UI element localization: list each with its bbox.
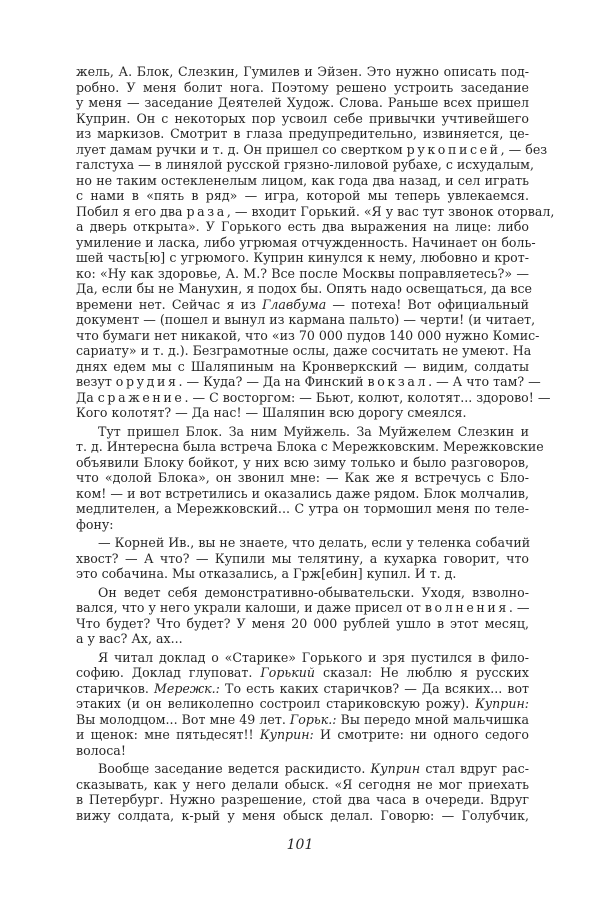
book-page-text — [76, 64, 555, 826]
text-segment: документ — (пошел и вынул из кармана пальто) — черти! (и читает, — [76, 312, 536, 327]
text-segment: но не таким остекленелым лицом, как года два назад, и сел играть — [76, 172, 529, 188]
text-segment: старичков. — [76, 680, 154, 696]
text-segment: ком! — и вот встретились и оказались даже рядом. Блок молчалив, — [76, 485, 529, 501]
text-line — [76, 566, 529, 582]
text-segment: Вообще заседание ведется раскидисто. — [98, 761, 371, 776]
text-line — [76, 281, 533, 297]
text-segment: Он ведет себя демонстративно-обывательски. Уходя, взволно- — [98, 584, 529, 600]
text-line — [76, 389, 551, 406]
text-segment: — потеха! Вот официальный — [326, 296, 529, 312]
italic-text: Горький — [260, 665, 316, 680]
text-segment: вался, что у него украли калоши, и даже присел от — [76, 600, 425, 615]
text-segment: днях едем мы с Шаляпиным на Кронверкский — видим, солдаты — [76, 358, 529, 374]
text-line — [76, 297, 529, 313]
text-segment: медлителен, а Мережковский... С утра он тормошил меня по теле- — [76, 501, 529, 516]
text-line — [76, 374, 541, 390]
text-segment: . — А что там? — — [428, 374, 541, 389]
text-line — [76, 343, 532, 359]
text-segment: сариату» и т. д.). Безграмотные ослы, даже сосчитать не умеют. На — [76, 343, 532, 358]
text-line — [76, 455, 529, 471]
text-line — [76, 631, 529, 647]
text-line — [76, 743, 529, 759]
text-segment: умиление и ласка, либо угрюмая отчужденность. Начинает он боль- — [76, 234, 536, 250]
text-segment: т. д. Интересна была встреча Блока с Мережковским. Мережковские — [76, 439, 544, 454]
text-line — [76, 585, 529, 601]
paragraph — [76, 535, 529, 582]
text-segment: Вы молодцом... Вот мне 49 лет. — [76, 711, 290, 727]
text-line — [76, 126, 529, 142]
paragraph — [76, 650, 529, 759]
page-number: 101 — [286, 837, 314, 853]
text-segment: . — — [508, 600, 530, 615]
text-segment: времени нет. Сейчас я из — [76, 296, 263, 312]
text-line — [76, 359, 529, 375]
text-segment: Кого колотят? — Да нас! — Шаляпин всю дорогу смеялся. — [76, 405, 467, 420]
text-segment: вижу солдата, к-рый у меня обыск делал. Говорю: — Голубчик, — [76, 807, 529, 823]
text-line — [76, 219, 529, 235]
text-segment: лует дамам ручки и т. д. Он пришел со свертком — [76, 141, 407, 157]
text-line — [76, 616, 529, 632]
text-line — [76, 141, 548, 158]
spaced-emphasis-text: волнения — [424, 600, 509, 615]
text-line — [76, 808, 529, 824]
text-line — [76, 111, 529, 127]
text-segment: Я читал доклад о «Старике» Горького и зря пустился в фило- — [98, 649, 529, 665]
text-segment: хвост? — А что? — Купили мы телятину, а кухарка говорит, что — [76, 550, 529, 566]
text-segment: это собачина. Мы отказались, а Грж[ебин] купил. И т. д. — [76, 566, 457, 581]
text-segment: из маркизов. Смотрит в глаза предупредительно, извиняется, це- — [76, 126, 529, 141]
text-line — [76, 712, 529, 728]
text-segment: Вы передо мной мальчишка — [336, 711, 529, 727]
text-line — [76, 424, 529, 440]
text-segment: а дверь открыта». У Горького есть два выражения на лице: либо — [76, 219, 529, 234]
text-line — [76, 650, 529, 666]
text-segment: Что будет? Что будет? У меня 20 000 рублей ушло в этот месяц, — [76, 615, 529, 631]
text-line — [76, 157, 534, 173]
text-line — [76, 405, 529, 421]
text-segment: Тут пришел Блок. За ним Муйжель. За Муйжелем Слезкин и — [98, 423, 529, 439]
text-line — [76, 188, 529, 204]
text-line — [76, 234, 536, 251]
text-segment: ко: «Ну как здоровье, А. М.? Все после Москвы поправляетесь?» — — [76, 265, 529, 281]
text-line — [76, 312, 536, 328]
text-line — [76, 517, 529, 533]
text-segment: в Петербург. Нужно разрешение, стой два часа в очереди. Вдруг — [76, 792, 529, 807]
text-segment: объявили Блоку бойкот, у них всю зиму только и было разговоров, — [76, 454, 529, 470]
text-segment: шей часть[ю] с угрюмого. Куприн кинулся к нему, любовно и крот- — [76, 250, 529, 265]
text-line — [76, 439, 544, 455]
spaced-emphasis-text: сражение — [97, 389, 185, 405]
italic-text: Куприн: — [475, 696, 529, 711]
text-segment: что бумаги нет никакой, что «из 70 000 пудов 140 000 нужно Комис- — [76, 327, 540, 343]
text-segment: . — С восторгом: — Бьют, колют, колотят... здорово! — — [184, 389, 551, 405]
paragraph — [76, 761, 529, 823]
text-segment: — Корней Ив., вы не знаете, что делать, если у теленка собачий — [98, 535, 531, 550]
text-line — [76, 600, 529, 616]
text-line — [76, 665, 529, 681]
text-line — [76, 64, 529, 80]
spaced-emphasis-text: орудия — [115, 374, 179, 389]
text-line — [76, 203, 555, 220]
text-segment: . — Куда? — Да на Финский — [178, 374, 368, 389]
spaced-emphasis-text: рукописей — [406, 141, 501, 157]
text-segment: а у вас? Ах, ах... — [76, 631, 183, 646]
text-segment: , — входит Горький. «Я у вас тут звонок оторвал, — [226, 203, 555, 219]
text-segment: галстуха — в линялой русской грязно-лиловой рубахе, с исхудалым, — [76, 157, 534, 172]
text-line — [76, 777, 529, 793]
text-line — [76, 535, 529, 551]
text-segment: стал вдруг рас- — [420, 761, 529, 776]
paragraph — [76, 585, 529, 647]
text-segment: у меня — заседание Деятелей Худож. Слова. Раньше всех пришел — [76, 95, 529, 110]
text-segment: , — без — [500, 141, 548, 157]
text-line — [76, 761, 529, 777]
text-segment: Да, если бы не Манухин, я подох бы. Опять надо освещаться, да все — [76, 281, 533, 296]
italic-text: Мережк.: — [153, 680, 220, 696]
text-line — [76, 727, 529, 743]
spaced-emphasis-text: вокзал — [367, 374, 429, 389]
text-segment: робно. У меня болит нога. Поэтому решено устроить заседание — [76, 79, 529, 95]
paragraph — [76, 64, 555, 421]
spaced-emphasis-text: раза — [186, 203, 227, 219]
italic-text: Куприн: — [259, 727, 314, 742]
text-segment: И смотрите: ни одного седого — [313, 727, 529, 742]
paragraph — [76, 423, 544, 533]
text-line — [76, 486, 529, 502]
text-line — [76, 173, 529, 189]
italic-text: Горьк.: — [289, 711, 337, 727]
text-segment: везут — [76, 374, 116, 389]
text-line — [76, 266, 529, 282]
text-segment: волоса! — [76, 742, 126, 758]
text-line — [76, 470, 529, 486]
text-line — [76, 250, 529, 266]
text-segment: Побил я его два — [76, 203, 187, 219]
text-line — [76, 501, 529, 517]
text-segment: Куприн. Он с некоторых пор усвоил себе привычки учтивейшего — [76, 110, 529, 126]
italic-text: Главбума — [262, 296, 327, 312]
text-segment: сказал: Не люблю я русских — [315, 665, 529, 680]
text-line — [76, 327, 540, 344]
text-segment: То есть каких старичков? — Да всяких... вот — [219, 680, 529, 696]
text-segment: и щенок: мне пятьдесят!! — [76, 727, 260, 742]
text-line — [76, 792, 529, 808]
text-line — [76, 95, 529, 111]
text-segment: с нами в «пять в ряд» — игра, которой мы теперь увлекаемся. — [76, 188, 529, 203]
text-line — [76, 551, 529, 567]
text-segment: что «долой Блока», он звонил мне: — Как же я встречусь с Бло- — [76, 470, 529, 485]
text-line — [76, 80, 529, 96]
text-segment: Да — [76, 389, 98, 405]
italic-text: Куприн — [370, 761, 421, 776]
text-segment: этаких (и он великолепно состроил стариковскую рожу). — [76, 696, 476, 711]
text-segment: фону: — [76, 516, 114, 532]
text-segment: жель, А. Блок, Слезкин, Гумилев и Эйзен. Это нужно описать под- — [76, 64, 529, 79]
text-segment: софию. Доклад глуповат. — [76, 665, 261, 680]
text-segment: сказывать, как у него делали обыск. «Я сегодня не мог приехать — [76, 776, 529, 792]
text-line — [76, 681, 529, 697]
text-line — [76, 696, 529, 712]
